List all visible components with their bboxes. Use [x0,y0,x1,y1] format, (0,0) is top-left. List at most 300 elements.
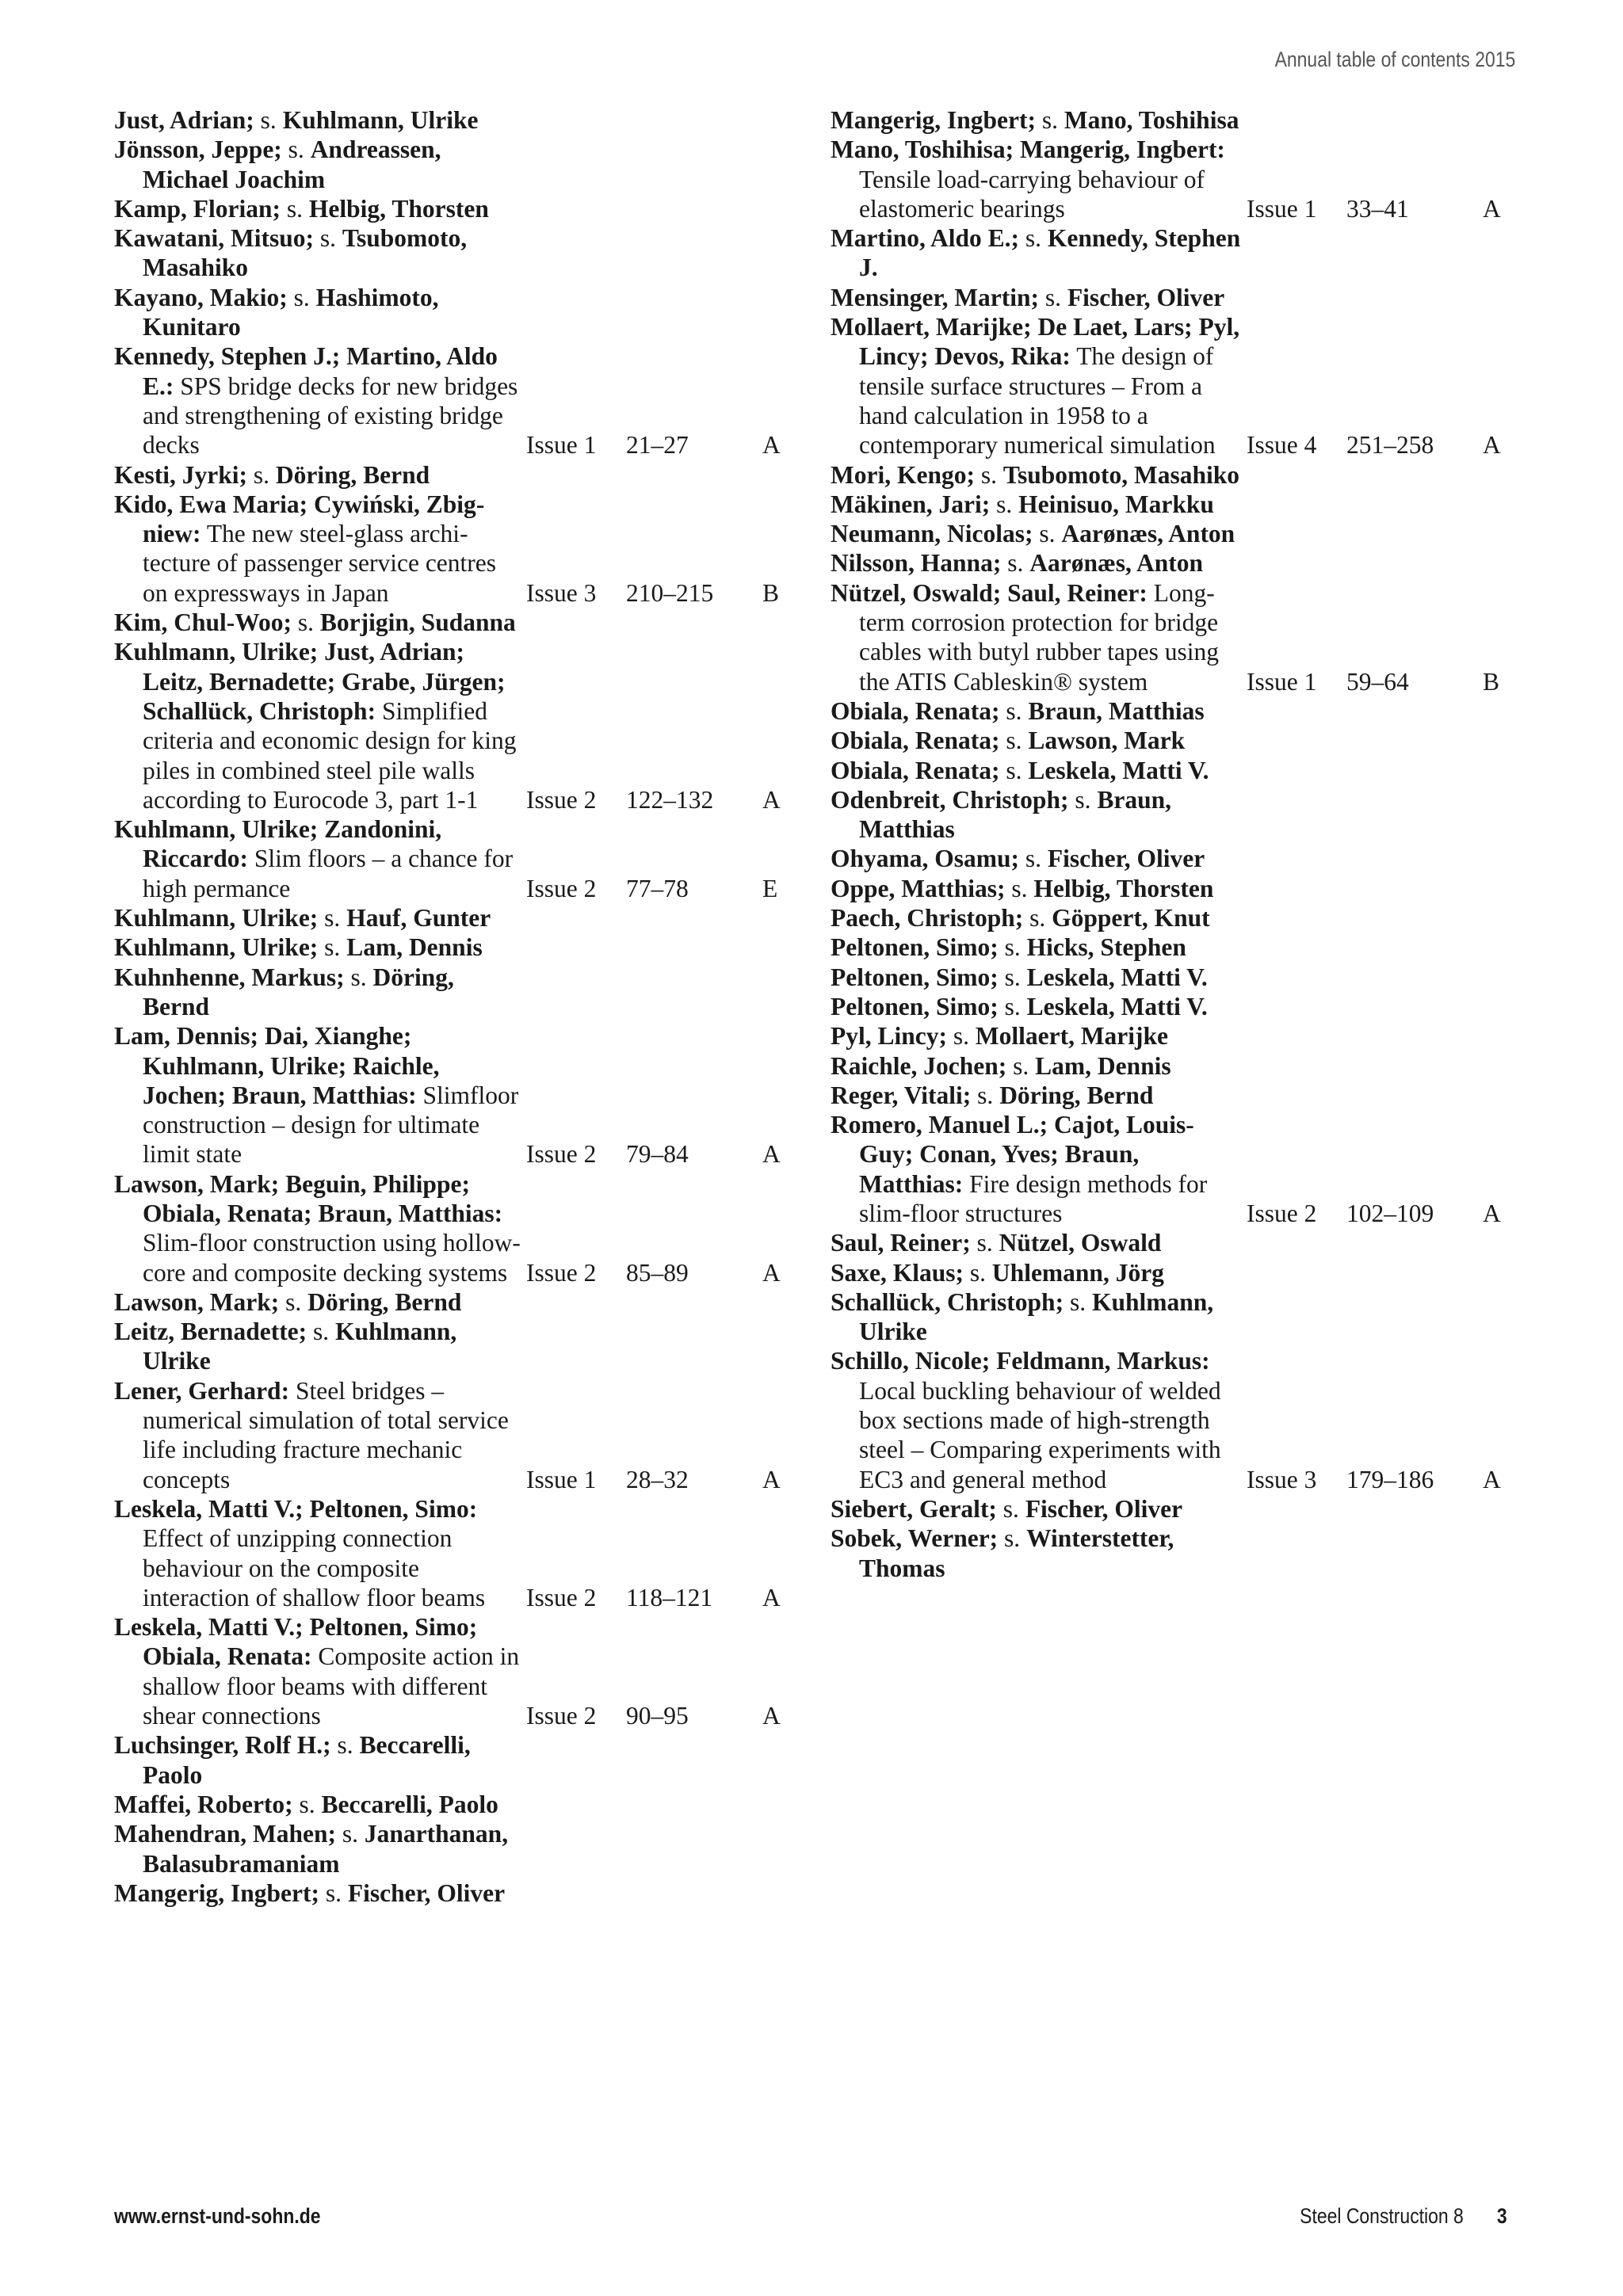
index-entry [831,785,1512,845]
cross-reference: Uhlemann, Jörg [991,1258,1164,1287]
issue-number: Issue 2 [526,1258,597,1287]
entry-text [114,1494,526,1612]
entry-authors: Kido, Ewa Maria; Cywiński, Zbigniew: [114,490,485,548]
index-entry [114,1790,812,1819]
page-range: 33–41 [1346,194,1409,223]
entry-text [831,696,1247,726]
article-title: The design of tensile surface structures – From a hand calculation in 1958 to a contemporary numerical simulation [859,342,1216,460]
article-title: Slim floors – a chance for high permance [143,845,514,902]
see-marker: s. [324,904,341,933]
see-marker: s. [1069,1287,1086,1316]
entry-authors: Kamp, Florian; [114,194,281,223]
entry-text [114,490,526,608]
issue-number: Issue 2 [1247,1199,1317,1227]
entry-text [831,490,1247,519]
index-entry [114,490,812,608]
entry-authors: Kesti, Jyrki; [114,460,247,489]
entry-authors: Mangerig, Ingbert; [831,106,1036,134]
issue-number: Issue 2 [526,1583,597,1611]
index-entry [831,1228,1512,1257]
entry-text [831,992,1247,1021]
cross-reference: Borjigin, Sudanna [319,608,516,637]
cross-reference: Aarønæs, Anton [1061,520,1235,548]
index-entry [831,490,1512,519]
index-entry [831,223,1512,283]
entry-authors: Luchsinger, Rolf H.; [114,1731,331,1760]
entry-text [114,1376,526,1494]
index-entry [114,1878,812,1908]
page-range: 90–95 [626,1702,689,1730]
see-marker: s. [1004,933,1021,962]
entry-text [114,1169,526,1287]
see-marker: s. [324,933,341,962]
entry-authors: Romero, Manuel L.; Cajot, Louis-Guy; Conan, Yves; Braun, Matthias: [831,1111,1194,1198]
article-title: Fire design methods for slim-floor structures [859,1169,1208,1227]
entry-authors: Mahendran, Mahen; [114,1820,337,1848]
index-entry [831,1258,1512,1287]
entry-authors: Saxe, Klaus; [831,1258,964,1287]
index-entry [831,726,1512,755]
page-range: 251–258 [1346,431,1434,460]
entry-text [831,105,1247,135]
article-category: A [762,785,781,814]
cross-reference: Winterstetter, Thomas [859,1524,1174,1582]
entry-authors: Reger, Vitali; [831,1081,972,1109]
cross-reference: Hashimoto, Kunitaro [143,283,439,341]
index-entry [831,1524,1512,1583]
index-entry [831,135,1512,223]
see-marker: s. [976,1229,993,1257]
index-entry [831,844,1512,873]
entry-authors: Kuhnhenne, Markus; [114,963,345,991]
entry-text [831,578,1247,696]
see-marker: s. [350,963,367,991]
see-marker: s. [1011,874,1028,902]
article-title: Simplified criteria and economic design for king piles in combined steel pile walls according to Eurocode 3, part 1-1 [143,696,517,814]
entry-text [831,1081,1247,1110]
entry-authors: Obiala, Renata; [831,727,1000,755]
issue-number: Issue 2 [526,785,597,814]
article-category: A [1483,194,1501,223]
see-marker: s. [299,1790,315,1818]
see-marker: s. [1025,224,1042,253]
cross-reference: Lam, Dennis [1035,1051,1171,1080]
page-range: 122–132 [626,785,714,814]
see-marker: s. [253,460,269,489]
entry-authors: Lawson, Mark; Beguin, Philippe; Obiala, Renata; Braun, Matthias: [114,1169,503,1227]
index-entry [831,105,1512,135]
entry-authors: Lawson, Mark; [114,1287,280,1316]
article-title: Steel bridges – numerical simulation of total service life including fracture mechanic concepts [143,1376,509,1493]
cross-reference: Mano, Toshihisa [1064,106,1239,134]
see-marker: s. [286,194,304,223]
cross-reference: Aarønæs, Anton [1029,549,1204,578]
entry-text [831,135,1247,223]
cross-reference: Tsubomoto, Masahiko [143,224,468,282]
see-marker: s. [313,1318,330,1346]
article-category: A [1483,431,1501,460]
entry-text [831,1346,1247,1493]
entry-text [114,814,526,903]
issue-number: Issue 1 [1247,667,1317,696]
journal-volume: Steel Construction 8 [1300,2204,1465,2228]
entry-authors: Obiala, Renata; [831,756,1000,784]
see-marker: s. [996,490,1013,518]
entry-authors: Jönsson, Jeppe; [114,135,282,164]
entry-authors: Oppe, Matthias; [831,874,1006,902]
entry-authors: Martino, Aldo E.; [831,224,1020,253]
entry-authors: Kuhlmann, Ulrike; Just, Adrian; Leitz, Bernadette; Grabe, Jürgen; Schallück, Christoph: [114,638,506,725]
index-entry [114,1376,812,1494]
index-entry [114,1494,812,1612]
index-entry [114,1169,812,1287]
page-range: 79–84 [626,1140,689,1169]
page-range: 179–186 [1346,1465,1434,1493]
page-range: 21–27 [626,431,689,460]
entry-text [114,1317,526,1376]
cross-reference: Leskela, Matti V. [1026,963,1208,991]
entry-authors: Pyl, Lincy; [831,1022,947,1051]
entry-authors: Kuhlmann, Ulrike; [114,904,319,933]
entry-text [114,1790,526,1819]
article-title: Local buckling behaviour of welded box sections made of high-strength steel – Comparing experiments with EC3 and general method [859,1376,1221,1493]
see-marker: s. [337,1731,353,1760]
see-marker: s. [1013,1051,1029,1080]
cross-reference: Leskela, Matti V. [1026,992,1208,1020]
issue-number: Issue 1 [526,1465,597,1493]
cross-reference: Kuhlmann, Ulrike [143,1318,457,1375]
index-entry [114,963,812,1022]
cross-reference: Lawson, Mark [1028,727,1186,755]
entry-authors: Paech, Christoph; [831,904,1024,933]
index-entry [831,756,1512,785]
cross-reference: Lam, Dennis [346,933,483,962]
index-entry [114,1021,812,1169]
cross-reference: Fischer, Oliver [1047,845,1205,873]
entry-text [114,105,526,135]
index-entry [114,608,812,637]
index-entry [831,1346,1512,1493]
index-entry [114,1287,812,1317]
entry-text [831,223,1247,283]
right-index-column [831,105,1512,1583]
article-title: Tensile load-carrying behaviour of elastomeric bearings [859,165,1205,223]
page-range: 59–64 [1346,667,1409,696]
entry-text [831,312,1247,460]
entry-text [831,519,1247,548]
index-entry [831,992,1512,1021]
entry-text [831,1110,1247,1228]
index-entry [831,933,1512,962]
entry-authors: Nilsson, Hanna; [831,549,1002,578]
publisher-website[interactable]: www.ernst-und-sohn.de [114,2204,321,2228]
cross-reference: Braun, Matthias [859,785,1171,844]
entry-text [114,223,526,283]
cross-reference: Fischer, Oliver [347,1878,506,1907]
see-marker: s. [969,1258,987,1287]
issue-number: Issue 3 [526,578,597,607]
entry-authors: Obiala, Renata; [831,696,1000,725]
cross-reference: Leskela, Matti V. [1028,756,1209,784]
article-title: Effect of unzipping connection behaviour on the composite interaction of shallow floor beams [143,1524,486,1611]
page-range: 85–89 [626,1258,689,1287]
entry-text [831,1287,1247,1347]
entry-text [114,1730,526,1790]
entry-authors: Schallück, Christoph; [831,1287,1064,1316]
entry-text [114,283,526,342]
entry-authors: Kim, Chul-Woo; [114,608,292,637]
entry-authors: Mori, Kengo; [831,460,975,489]
entry-text [831,756,1247,785]
article-title: The new steel-glass architecture of passenger service centres on expressways in Japan [143,520,497,607]
entry-authors: Schillo, Nicole; Feldmann, Markus: [831,1347,1210,1375]
see-marker: s. [1006,756,1022,784]
entry-authors: Kennedy, Stephen J.; Martino, Aldo E.: [114,342,498,400]
index-entry [831,312,1512,460]
entry-authors: Nützel, Oswald; Saul, Reiner: [831,578,1148,607]
cross-reference: Andreassen, Michael Joachim [143,135,441,193]
article-category: A [1483,1199,1501,1227]
see-marker: s. [980,460,997,489]
see-marker: s. [1041,106,1058,134]
entry-authors: Just, Adrian; [114,106,254,134]
article-title: SPS bridge decks for new bridges and strengthening of existing bridge decks [143,372,518,460]
page-range: 102–109 [1346,1199,1434,1227]
index-entry [114,1317,812,1376]
page-range: 118–121 [626,1583,713,1611]
article-category: A [762,1465,781,1493]
issue-number: Issue 2 [526,1140,597,1169]
article-category: A [1483,1465,1501,1493]
see-marker: s. [1004,1524,1021,1553]
index-entry [114,223,812,283]
entry-authors: Mäkinen, Jari; [831,490,991,518]
cross-reference: Mollaert, Marijke [975,1022,1169,1051]
index-entry [114,637,812,814]
see-marker: s. [1006,727,1022,755]
see-marker: s. [1044,283,1062,311]
entry-text [831,785,1247,845]
article-title: Long-term corrosion protection for bridge cables with butyl rubber tapes using the ATIS Cableskin® system [859,578,1220,696]
entry-text [831,726,1247,755]
index-entry [114,460,812,490]
page-range: 77–78 [626,874,689,902]
index-entry [831,548,1512,578]
see-marker: s. [1007,549,1024,578]
cross-reference: Hauf, Gunter [346,904,491,933]
entry-text [831,1258,1247,1287]
index-entry [831,1081,1512,1110]
entry-authors: Siebert, Geralt; [831,1494,997,1523]
running-header: Annual table of contents 2015 [1274,48,1515,71]
entry-text [831,963,1247,992]
see-marker: s. [1075,785,1091,814]
index-entry [114,105,812,135]
entry-text [114,1612,526,1730]
entry-text [114,933,526,962]
index-entry [114,903,812,933]
see-marker: s. [342,1820,359,1848]
cross-reference: Beccarelli, Paolo [143,1731,471,1789]
index-entry [114,135,812,194]
article-category: E [762,874,778,902]
cross-reference: Kuhlmann, Ulrike [859,1287,1214,1346]
issue-number: Issue 3 [1247,1465,1317,1493]
index-entry [831,1494,1512,1524]
cross-reference: Fischer, Oliver [1067,283,1225,311]
article-title: Slimfloor construction – design for ultimate limit state [143,1081,519,1169]
cross-reference: Döring, Bernd [143,963,454,1020]
see-marker: s. [1025,845,1042,873]
entry-text [831,844,1247,873]
cross-reference: Helbig, Thorsten [308,194,489,223]
cross-reference: Döring, Bernd [999,1081,1154,1109]
index-entry [831,460,1512,490]
cross-reference: Nützel, Oswald [999,1229,1162,1257]
index-entry [831,519,1512,548]
issue-number: Issue 4 [1247,431,1317,460]
entry-authors: Peltonen, Simo; [831,933,999,962]
cross-reference: Fischer, Oliver [1025,1494,1183,1523]
index-entry [114,283,812,342]
entry-text [831,283,1247,312]
entry-text [831,1021,1247,1051]
entry-authors: Mangerig, Ingbert; [114,1878,319,1907]
index-entry [114,1730,812,1790]
index-entry [114,194,812,223]
entry-text [831,1494,1247,1524]
index-entry [114,341,812,460]
entry-text [831,1051,1247,1081]
entry-text [114,903,526,933]
index-entry [831,903,1512,933]
cross-reference: Göppert, Knut [1052,904,1210,933]
index-entry [114,1819,812,1878]
index-entry [831,1051,1512,1081]
entry-authors: Mensinger, Martin; [831,283,1040,311]
entry-text [114,1287,526,1317]
page-range: 210–215 [626,578,714,607]
index-entry [114,814,812,903]
index-entry [114,1612,812,1730]
article-category: A [762,431,781,460]
index-entry [831,696,1512,726]
issue-number: Issue 1 [1247,194,1317,223]
entry-authors: Kayano, Makio; [114,283,288,311]
see-marker: s. [953,1022,970,1051]
see-marker: s. [1004,963,1021,991]
entry-authors: Lam, Dennis; Dai, Xianghe; Kuhlmann, Ulrike; Raichle, Jochen; Braun, Matthias: [114,1022,440,1109]
entry-text [114,1819,526,1878]
entry-text [114,1021,526,1169]
left-index-column [114,105,812,1908]
index-entry [831,1110,1512,1228]
entry-text [831,1228,1247,1257]
see-marker: s. [297,608,315,637]
cross-reference: Hicks, Stephen [1026,933,1186,962]
entry-text [831,933,1247,962]
index-entry [831,1287,1512,1347]
entry-authors: Ohyama, Osamu; [831,845,1020,873]
cross-reference: Döring, Bernd [275,460,430,489]
index-entry [831,874,1512,903]
see-marker: s. [319,224,337,253]
cross-reference: Janarthanan, Balasubramaniam [143,1820,509,1878]
entry-text [114,608,526,637]
index-entry [831,283,1512,312]
index-entry [114,933,812,962]
see-marker: s. [260,106,277,134]
entry-authors: Kuhlmann, Ulrike; [114,933,319,962]
entry-authors: Mollaert, Marijke; De Laet, Lars; Pyl, Lincy; Devos, Rika: [831,313,1240,371]
page-number: 3 [1497,2204,1507,2228]
cross-reference: Tsubomoto, Masahiko [1002,460,1240,489]
see-marker: s. [1002,1494,1019,1523]
entry-authors: Peltonen, Simo; [831,963,999,991]
journal-footer [1300,2204,1507,2229]
issue-number: Issue 2 [526,874,597,902]
entry-text [831,460,1247,490]
entry-text [831,548,1247,578]
entry-text [114,194,526,223]
see-marker: s. [325,1878,342,1907]
entry-text [831,1524,1247,1583]
cross-reference: Helbig, Thorsten [1033,874,1214,902]
see-marker: s. [1004,992,1021,1020]
see-marker: s. [1039,520,1056,548]
entry-authors: Odenbreit, Christoph; [831,785,1069,814]
entry-text [114,135,526,194]
entry-authors: Kawatani, Mitsuo; [114,224,314,253]
see-marker: s. [977,1081,994,1109]
index-entry [831,578,1512,696]
entry-authors: Leskela, Matti V.; Peltonen, Simo: [114,1494,478,1523]
article-category: A [762,1258,781,1287]
cross-reference: Heinisuo, Markku [1018,490,1214,518]
index-entry [831,1021,1512,1051]
article-category: A [762,1702,781,1730]
entry-authors: Leskela, Matti V.; Peltonen, Simo; Obiala, Renata: [114,1613,478,1671]
article-title: Composite action in shallow floor beams with different shear connections [143,1642,520,1730]
article-category: B [762,578,780,607]
entry-authors: Kuhlmann, Ulrike; Zandonini, Riccardo: [114,815,442,873]
entry-text [831,903,1247,933]
see-marker: s. [293,283,310,311]
entry-authors: Sobek, Werner; [831,1524,999,1553]
see-marker: s. [1029,904,1046,933]
entry-text [114,637,526,814]
page-range: 28–32 [626,1465,689,1493]
see-marker: s. [285,1287,302,1316]
see-marker: s. [1006,696,1022,725]
article-category: A [762,1140,781,1169]
entry-authors: Leitz, Bernadette; [114,1318,307,1346]
entry-text [831,874,1247,903]
issue-number: Issue 1 [526,431,597,460]
cross-reference: Braun, Matthias [1028,696,1205,725]
entry-authors: Lener, Gerhard: [114,1376,290,1405]
entry-text [114,341,526,460]
entry-authors: Peltonen, Simo; [831,992,999,1020]
entry-text [114,963,526,1022]
article-category: B [1483,667,1500,696]
entry-text [114,1878,526,1908]
entry-authors: Maffei, Roberto; [114,1790,293,1818]
issue-number: Issue 2 [526,1702,597,1730]
entry-text [114,460,526,490]
entry-authors: Mano, Toshihisa; Mangerig, Ingbert: [831,135,1225,164]
cross-reference: Kennedy, Stephen J. [859,224,1241,282]
